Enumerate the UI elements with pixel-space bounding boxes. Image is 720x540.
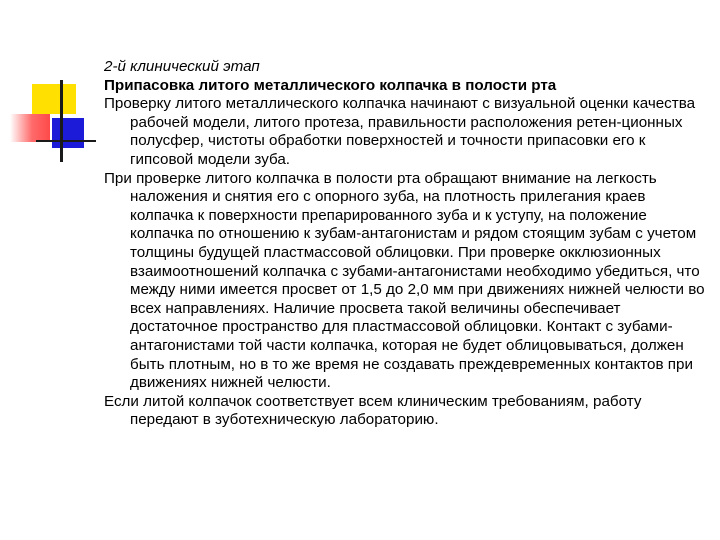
slide-content [104,58,706,430]
paragraph-mouth-check: При проверке литого колпачка в полости рта обращают внимание на легкость наложения и снятия его с опорного зуба, на плотность прилегания краев колпачка к поверхности препарированного зуба и к уступу, на положение колпачка по отношению к зубам-антагонистам и рядом стоящим зубам с учетом толщины будущей пластмассовой облицовки. При проверке окклюзионных взаимоотношений колпачка с зубами-антагонистами необходимо убедиться, что между ними имеется просвет от 1,5 до 2,0 мм при движениях нижней челюсти во всех направлениях. Наличие просвета такой величины обеспечивает достаточное пространство для пластмассовой облицовки. Контакт с зубами-антагонистами той части колпачка, которая не будет облицовываться, должен быть плотным, но в то же время не создавать преждевременных контактов при движениях нижней челюсти. [104,169,705,392]
slide-subtitle: 2-й клинический этап [104,58,260,75]
paragraph-conclusion: Если литой колпачок соответствует всем клиническим требованиям, работу передают в зуботехническую лабораторию. [104,392,642,429]
decorative-logo [0,0,100,170]
yellow-square [32,84,76,114]
blue-square [52,118,84,148]
horizontal-line [36,140,96,142]
red-square [10,114,50,142]
slide-title: Припасовка литого металлического колпачка в полости рта [104,76,557,94]
paragraph-visual-check: Проверку литого металлического колпачка начинают с визуальной оценки качества рабочей модели, литого протеза, правильности расположения ретен-ционных полусфер, чистоты обработки поверхностей и точности припасовки его к гипсовой модели зуба. [104,95,696,168]
vertical-line [60,80,63,162]
